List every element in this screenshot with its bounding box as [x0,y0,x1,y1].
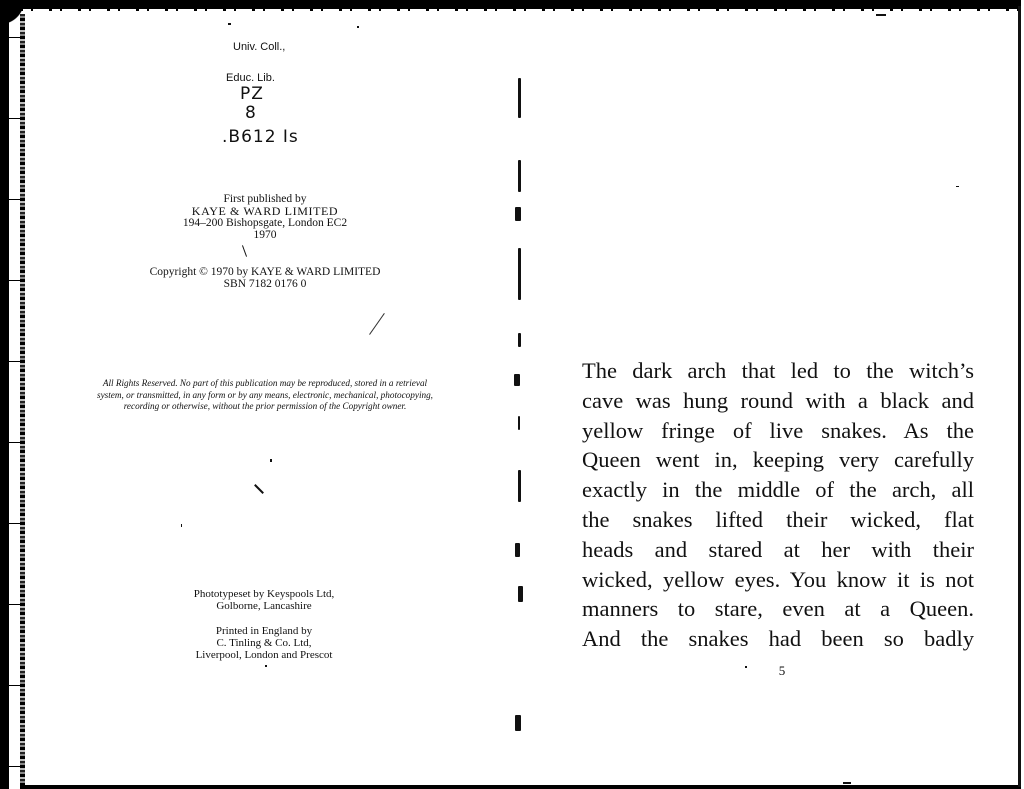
gutter-mark [518,333,521,347]
library-stamp-line1: Univ. Coll., [233,41,286,53]
call-number-line1: PZ [240,84,264,104]
gutter-mark [518,160,521,192]
printer-credit [164,625,364,661]
rights-notice [60,378,470,413]
stray-mark [843,782,851,784]
stray-mark [254,484,264,494]
story-line: exactly in the middle of the arch, all [582,477,974,503]
gutter-mark [515,543,520,557]
gutter-mark [518,248,521,300]
call-number-line2: 8 [245,103,257,123]
stray-mark [228,23,231,25]
gutter-mark [518,470,521,502]
gutter-mark [518,78,521,118]
pen-stroke [369,313,385,335]
scan-noise-left [9,0,20,789]
first-published-label: First published by [223,193,307,205]
page-edge-left [20,14,25,786]
story-line: the snakes lifted their wicked, flat [582,506,974,532]
page-number: 5 [778,663,786,678]
scan-border-top [0,0,1024,9]
stray-mark [357,26,359,28]
sbn-number: SBN 7182 0176 0 [223,278,307,290]
call-number-line3: .B612 Is [222,127,299,147]
story-line: cave was hung round with a black and [582,387,974,413]
stray-mark [745,666,747,668]
publisher-name: KAYE & WARD LIMITED [191,204,339,218]
scan-noise-top [20,9,1020,11]
typesetter-line-1: Phototypeset by Keyspools Ltd, [193,588,335,600]
printer-line-3: Liverpool, London and Prescot [195,649,333,661]
story-line: Queen went in, keeping very carefully [582,447,974,473]
gutter-mark [514,374,520,386]
gutter-mark [518,586,523,602]
story-line: manners to stare, even at a Queen. [582,596,974,622]
publication-year: 1970 [253,229,277,241]
story-line: wicked, yellow eyes. You know it is not [582,566,974,592]
stray-mark [270,459,272,462]
typesetter-credit [164,588,364,612]
copyright-notice: Copyright © 1970 by KAYE & WARD LIMITED [149,266,381,278]
gutter-mark [515,715,521,731]
story-line: heads and stared at her with their [582,536,974,562]
rights-line-1: All Rights Reserved. No part of this publication may be reproduced, stored in a retrieval [102,378,428,388]
stray-mark [181,524,182,527]
rights-line-3: recording or otherwise, without the prior permission of the Copyright owner. [123,401,407,411]
copyright-block [110,266,420,290]
scan-border-left [0,0,9,789]
stray-mark [242,245,247,257]
stray-mark [876,14,886,16]
story-line: yellow fringe of live snakes. As the [582,417,974,443]
publisher-address: 194–200 Bishopsgate, London EC2 [182,217,348,229]
story-line: And the snakes had been so badly [582,626,974,652]
scan-border-bottom [20,785,1024,789]
library-stamp-line2: Educ. Lib. [226,72,275,84]
typesetter-line-2: Golborne, Lancashire [216,600,312,612]
stray-mark [265,665,267,667]
gutter-mark [515,207,521,221]
imprint-block [110,193,420,241]
gutter-mark [518,416,520,430]
story-line: The dark arch that led to the witch’s [582,358,974,383]
rights-line-2: system, or transmitted, in any form or by any means, electronic, mechanical, photocopying, [97,389,433,400]
printer-line-1: Printed in England by [215,625,313,637]
printer-line-2: C. Tinling & Co. Ltd, [216,637,312,649]
scan-corner-shadow [0,0,26,30]
story-text [582,356,974,654]
stray-mark [956,186,959,187]
